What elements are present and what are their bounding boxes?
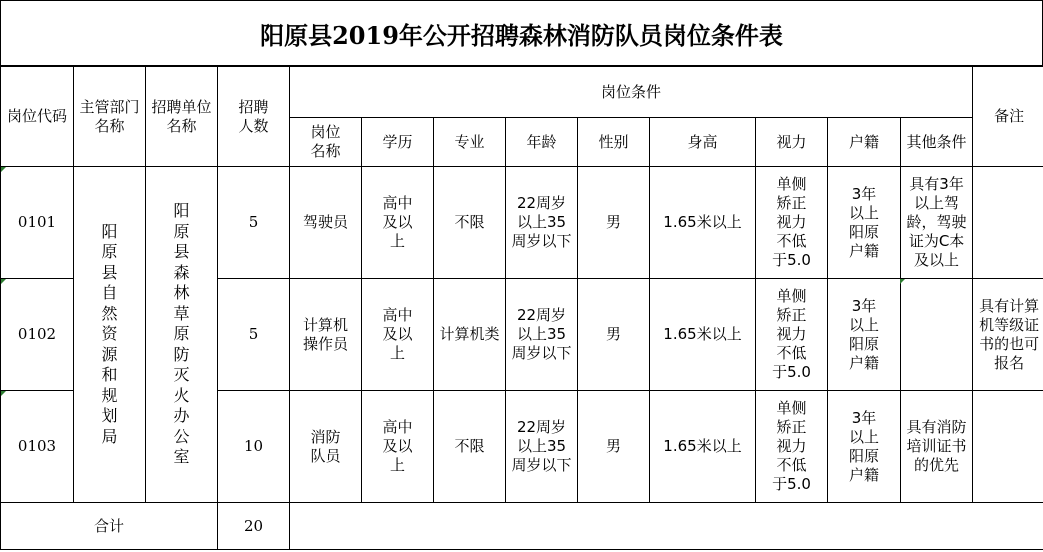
header-post-name: 岗位名称 [290,118,362,167]
unit-name: 阳原县森林草原防灭火办公室 [173,201,190,467]
row-age: 22周岁以上35周岁以下 [506,167,578,279]
row-code: 0103 [1,391,74,503]
total-count: 20 [218,503,290,550]
row-other: 具有3年以上驾龄，驾驶证为C本及以上 [901,167,973,279]
row-height: 1.65米以上 [650,279,756,391]
header-age: 年龄 [506,118,578,167]
table-row [1,167,1043,279]
row-age: 22周岁以上35周岁以下 [506,391,578,503]
header-dept: 主管部门名称 [74,67,146,167]
row-post-name: 消防队员 [290,391,362,503]
header-other: 其他条件 [901,118,973,167]
row-height: 1.65米以上 [650,167,756,279]
row-post-name: 计算机操作员 [290,279,362,391]
row-gender: 男 [578,279,650,391]
row-vision: 单侧矫正视力不低于5.0 [756,391,828,503]
row-other: 具有消防培训证书的优先 [901,391,973,503]
recruitment-table [0,66,1043,550]
cell-marker [1,279,6,284]
row-gender: 男 [578,167,650,279]
total-row [1,503,1043,550]
header-hukou: 户籍 [828,118,901,167]
row-post-name: 驾驶员 [290,167,362,279]
cell-marker [1,167,6,172]
row-major: 计算机类 [434,279,506,391]
row-count: 5 [218,279,290,391]
row-education: 高中及以上 [362,167,434,279]
row-count: 10 [218,391,290,503]
header-major: 专业 [434,118,506,167]
row-hukou: 3年以上阳原户籍 [828,391,901,503]
total-label: 合计 [1,503,218,550]
total-empty [290,503,1043,550]
row-major: 不限 [434,167,506,279]
row-height: 1.65米以上 [650,391,756,503]
row-other [901,279,973,391]
table-title: 阳原县2019年公开招聘森林消防队员岗位条件表 [0,0,1043,66]
row-code: 0102 [1,279,74,391]
dept-cell [74,167,146,503]
row-code: 0101 [1,167,74,279]
row-hukou: 3年以上阳原户籍 [828,279,901,391]
row-count: 5 [218,167,290,279]
row-hukou: 3年以上阳原户籍 [828,167,901,279]
row-vision: 单侧矫正视力不低于5.0 [756,279,828,391]
header-remark: 备注 [973,67,1043,167]
header-education: 学历 [362,118,434,167]
row-remark [973,391,1043,503]
header-vision: 视力 [756,118,828,167]
row-education: 高中及以上 [362,391,434,503]
row-education: 高中及以上 [362,279,434,391]
header-count: 招聘人数 [218,67,290,167]
row-remark: 具有计算机等级证书的也可报名 [973,279,1043,391]
row-major: 不限 [434,391,506,503]
cell-marker [1,391,6,396]
dept-name: 阳原县自然资源和规划局 [101,221,118,446]
header-height: 身高 [650,118,756,167]
header-conditions: 岗位条件 [290,67,973,118]
row-gender: 男 [578,391,650,503]
cell-marker [900,279,905,284]
row-age: 22周岁以上35周岁以下 [506,279,578,391]
header-gender: 性别 [578,118,650,167]
header-code: 岗位代码 [1,67,74,167]
row-remark [973,167,1043,279]
header-unit: 招聘单位名称 [146,67,218,167]
unit-cell [146,167,218,503]
row-vision: 单侧矫正视力不低于5.0 [756,167,828,279]
